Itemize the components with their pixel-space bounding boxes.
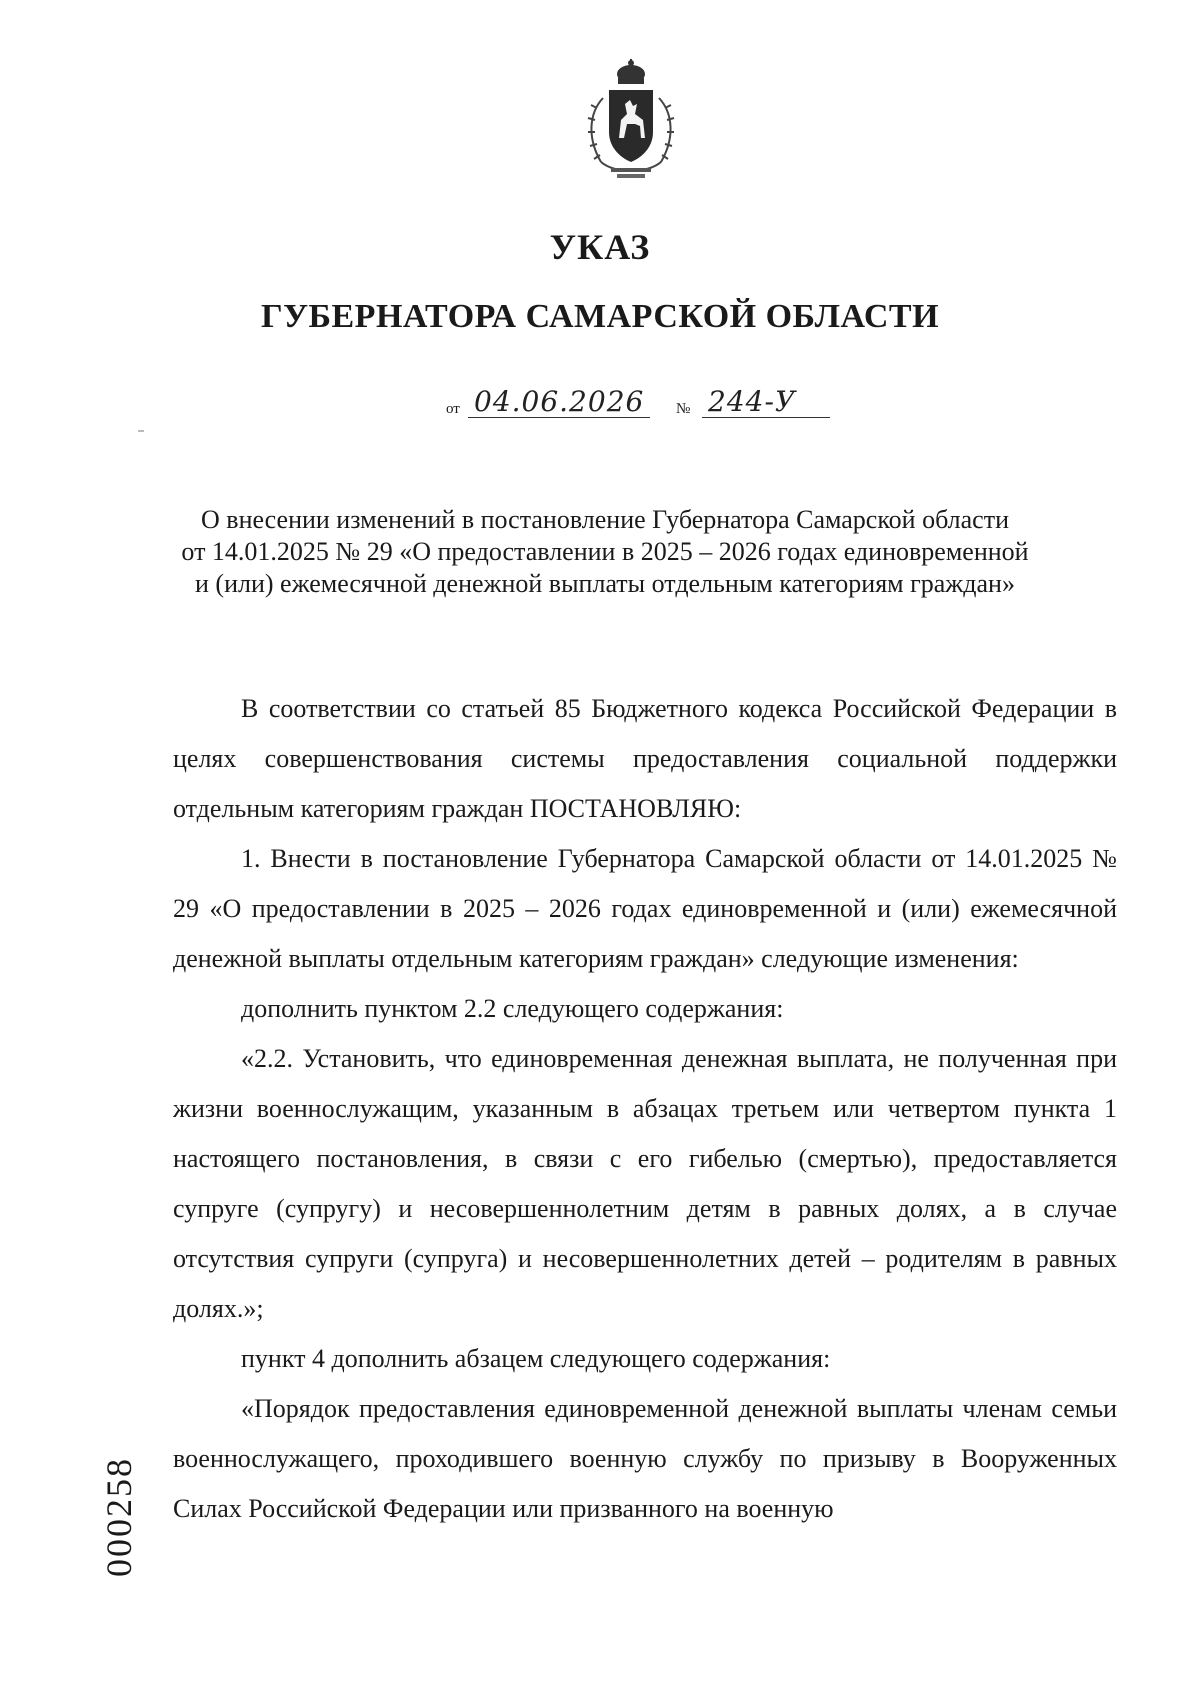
serial-number-text: 000258	[99, 1457, 139, 1577]
document-issuer-title: ГУБЕРНАТОРА САМАРСКОЙ ОБЛАСТИ	[260, 298, 940, 335]
subject-line: от 14.01.2025 № 29 «О предоставлении в 2025 – 2026 годах единовременной	[181, 537, 1029, 566]
document-type-title: УКАЗ	[549, 227, 651, 267]
body-paragraph: 1. Внести в постановление Губернатора Самарской области от 14.01.2025 № 29 «О предоставлении в 2025 – 2026 годах единовременной и (или) ежемесячной денежной выплаты отдельным категориям граждан» следующие изменения:	[173, 844, 1117, 973]
subject-line: О внесении изменений в постановление Губернатора Самарской области	[201, 505, 1009, 534]
date-number-line	[446, 384, 846, 424]
body-paragraph: дополнить пунктом 2.2 следующего содержания:	[241, 994, 784, 1023]
handwritten-date: 04.06.2026	[474, 385, 645, 418]
decree-body	[173, 684, 1117, 1534]
subject-line: и (или) ежемесячной денежной выплаты отдельным категориям граждан»	[195, 569, 1015, 598]
number-label: №	[676, 401, 691, 417]
margin-mark	[138, 430, 144, 432]
samara-region-coat-of-arms-icon	[575, 58, 687, 182]
decree-subject	[150, 504, 1060, 600]
body-paragraph: пункт 4 дополнить абзацем следующего содержания:	[241, 1344, 831, 1373]
handwritten-number: 244-У	[708, 385, 797, 418]
side-serial-number	[94, 1457, 144, 1577]
date-from-label: от	[446, 401, 460, 417]
body-paragraph: «2.2. Установить, что единовременная денежная выплата, не полученная при жизни военнослужащим, указанным в абзацах третьем или четвертом пункта 1 настоящего постановления, в связи с его гибелью (смертью), предоставляется супруге (супругу) и несовершеннолетним детям в равных долях, а в случае отсутствия супруги (супруга) и несовершеннолетних детей – родителям в равных долях.»;	[173, 1044, 1117, 1323]
body-paragraph: В соответствии со статьей 85 Бюджетного кодекса Российской Федерации в целях совершенствования системы предоставления социальной поддержки отдельным категориям граждан ПОСТАНОВЛЯЮ:	[173, 694, 1117, 823]
coat-of-arms-emblem	[575, 58, 687, 182]
body-paragraph: «Порядок предоставления единовременной денежной выплаты членам семьи военнослужащего, проходившего военную службу по призыву в Вооруженных Силах Российской Федерации или призванного на военную	[173, 1394, 1117, 1523]
